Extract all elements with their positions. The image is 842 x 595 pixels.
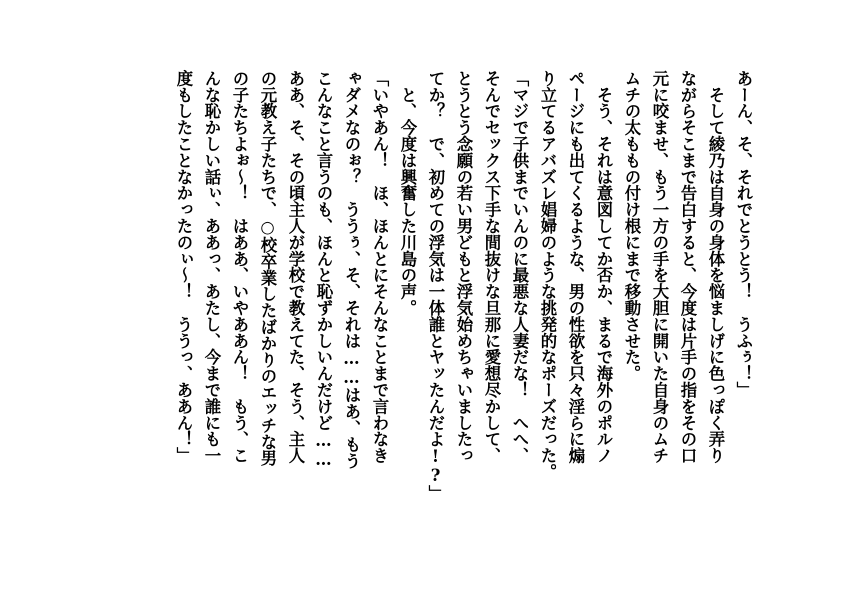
text-line: 元に咬ませ、もう一方の手を大胆に開いた自身のムチ: [650, 70, 669, 464]
text-line: そう、それは意図してか否か、まるで海外のポルノ: [594, 70, 613, 464]
text-line: の元教え子たちで、○校卒業したばかりのエッチな男: [258, 70, 277, 467]
text-line: ムチの太ももの付け根にまで移動させた。: [622, 70, 641, 382]
text-line: ながらそこまで告白すると、今度は片手の指をその口: [678, 70, 697, 464]
text-line: てか？ で、初めての浮気は一体誰とヤッたんだよ!?」: [426, 70, 445, 502]
text-line: こんなこと言うのも、ほんと恥ずかしいんだけど……: [314, 70, 333, 469]
text-line: と、今度は興奮した川島の声。: [398, 70, 417, 316]
text-line: 「マジで子供までいんのに最悪な人妻だな！ へへ、: [510, 70, 529, 464]
text-line: ページにも出てくるような、男の性欲を只々淫らに煽: [566, 70, 585, 464]
text-line: 「いやあん！ ほ、ほんとにそんなことまで言わなき: [370, 70, 389, 464]
text-line: の子たちよぉ～！ はああ、いやああん！ もう、こ: [230, 70, 249, 464]
text-line: そして綾乃は自身の身体を悩ましげに色っぽく弄り: [706, 70, 725, 464]
text-line: とうとう念願の若い男どもと浮気始めちゃいましたっ: [454, 70, 473, 464]
text-line: り立てるアバズレ娼婦のような挑発的なポーズだった。: [538, 70, 557, 480]
text-line: そんでセックス下手な間抜けな旦那に愛想尽かして、: [482, 70, 501, 464]
text-line: んな恥かしい話ぃ、ああっ、あたし、今まで誰にも一: [202, 70, 221, 464]
text-line: あーん、そ、それでとうとう！ うふぅ！」: [734, 70, 753, 398]
text-line: 度もしたことなかったのぃ～！ ううっ、ああん！」: [174, 70, 193, 464]
text-line: ゃダメなのぉ？ ううぅ、そ、それは……はあ、もう: [342, 70, 361, 469]
vertical-text-body: [169, 70, 757, 530]
text-line: ああ、そ、その頃主人が学校で教えてた、そう、主人: [286, 70, 305, 464]
